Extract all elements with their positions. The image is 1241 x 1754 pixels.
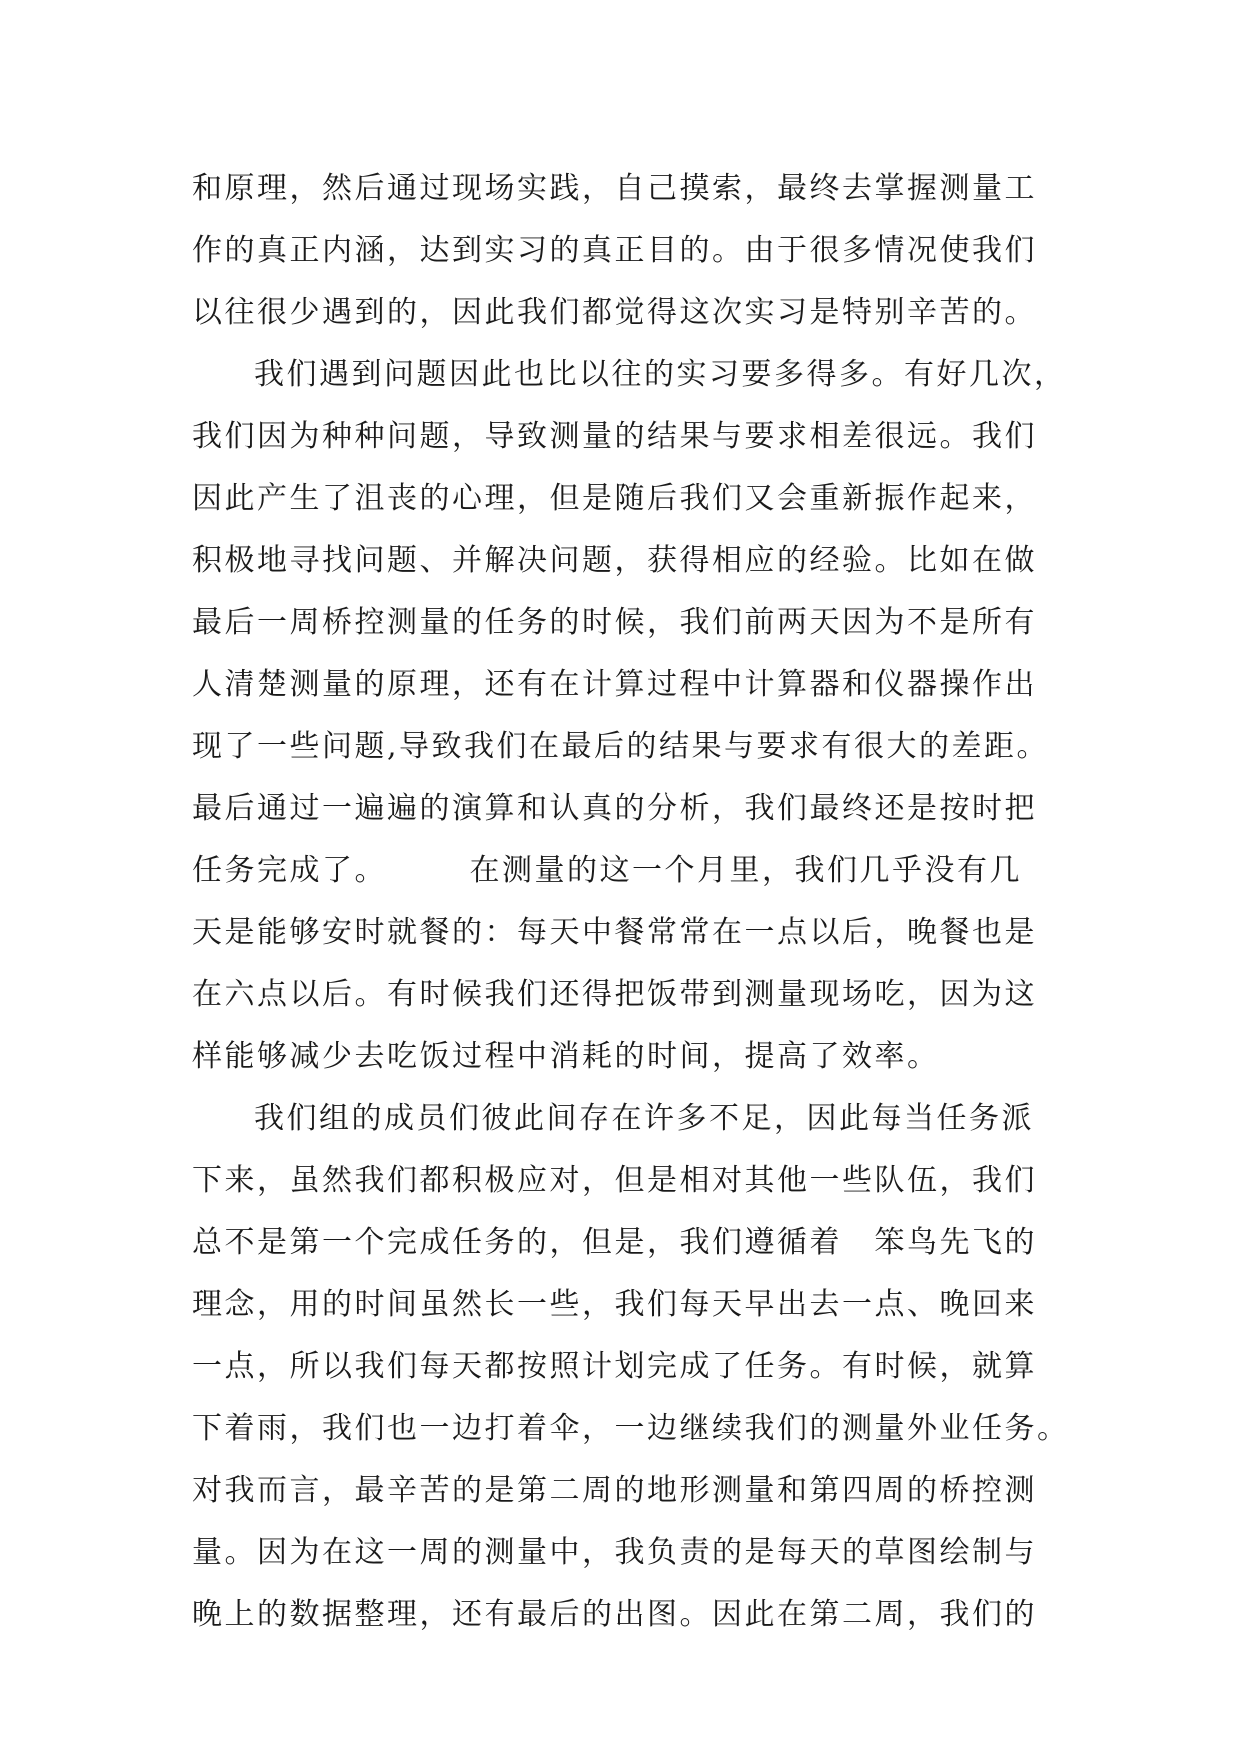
text-line: 下着雨，我们也一边打着伞，一边继续我们的测量外业任务。 bbox=[192, 1411, 1070, 1446]
text-line: 人清楚测量的原理，还有在计算过程中计算器和仪器操作出 bbox=[192, 667, 1037, 702]
text-line: 现了一些问题,导致我们在最后的结果与要求有很大的差距。 bbox=[192, 729, 1050, 764]
text-line: 总不是第一个完成任务的，但是，我们遵循着 笨鸟先飞的 bbox=[192, 1225, 1037, 1260]
text-line: 天是能够安时就餐的：每天中餐常常在一点以后，晚餐也是 bbox=[192, 915, 1037, 950]
text-line: 最后通过一遍遍的演算和认真的分析，我们最终还是按时把 bbox=[192, 791, 1037, 826]
text-line: 我们因为种种问题，导致测量的结果与要求相差很远。我们 bbox=[192, 419, 1037, 454]
body-text bbox=[192, 158, 1070, 1646]
text-line: 作的真正内涵，达到实习的真正目的。由于很多情况使我们 bbox=[192, 233, 1037, 268]
text-line: 理念，用的时间虽然长一些，我们每天早出去一点、晚回来 bbox=[192, 1287, 1037, 1322]
paragraph-start-line: 我们组的成员们彼此间存在许多不足，因此每当任务派 bbox=[254, 1101, 1034, 1136]
text-line: 和原理，然后通过现场实践，自己摸索，最终去掌握测量工 bbox=[192, 171, 1037, 206]
text-line: 积极地寻找问题、并解决问题，获得相应的经验。比如在做 bbox=[192, 543, 1037, 578]
text-line: 任务完成了。 在测量的这一个月里，我们几乎没有几 bbox=[192, 853, 1022, 888]
text-line: 下来，虽然我们都积极应对，但是相对其他一些队伍，我们 bbox=[192, 1163, 1037, 1198]
text-line: 量。因为在这一周的测量中，我负责的是每天的草图绘制与 bbox=[192, 1535, 1037, 1570]
text-line: 最后一周桥控测量的任务的时候，我们前两天因为不是所有 bbox=[192, 605, 1037, 640]
text-line: 晚上的数据整理，还有最后的出图。因此在第二周，我们的 bbox=[192, 1597, 1037, 1632]
text-line: 对我而言，最辛苦的是第二周的地形测量和第四周的桥控测 bbox=[192, 1473, 1037, 1508]
text-line: 样能够减少去吃饭过程中消耗的时间，提高了效率。 bbox=[192, 1039, 940, 1074]
text-line: 一点，所以我们每天都按照计划完成了任务。有时候，就算 bbox=[192, 1349, 1037, 1384]
text-line: 因此产生了沮丧的心理，但是随后我们又会重新振作起来， bbox=[192, 481, 1037, 516]
text-line: 以往很少遇到的，因此我们都觉得这次实习是特别辛苦的。 bbox=[192, 295, 1037, 330]
text-line: 在六点以后。有时候我们还得把饭带到测量现场吃，因为这 bbox=[192, 977, 1037, 1012]
paragraph-start-line: 我们遇到问题因此也比以往的实习要多得多。有好几次， bbox=[254, 357, 1067, 392]
